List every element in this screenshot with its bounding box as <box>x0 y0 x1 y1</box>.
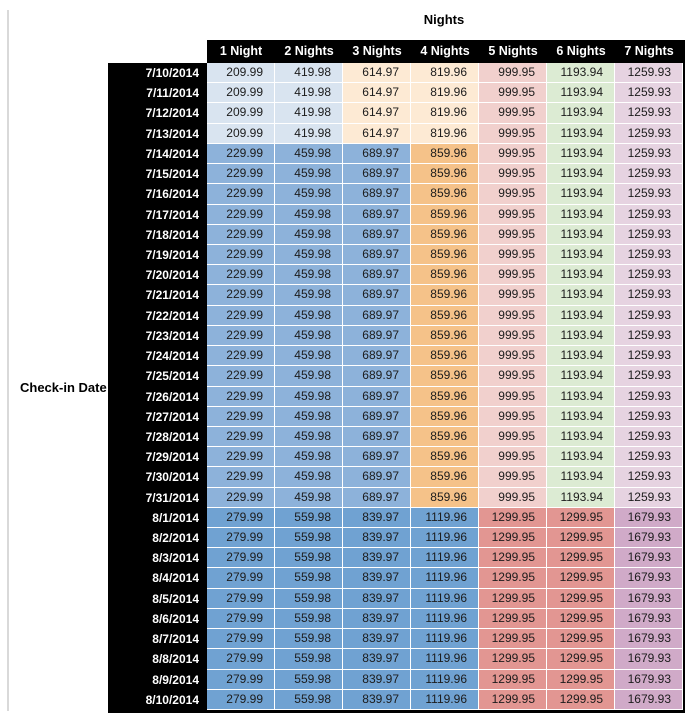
price-cell: 229.99 <box>207 326 275 346</box>
price-cell: 859.96 <box>411 407 479 427</box>
price-cell: 1679.93 <box>615 690 683 710</box>
price-cell: 229.99 <box>207 387 275 407</box>
price-cell: 1193.94 <box>547 124 615 144</box>
price-cell: 1679.93 <box>615 548 683 568</box>
price-cell: 1193.94 <box>547 467 615 487</box>
price-cell: 1193.94 <box>547 387 615 407</box>
price-cell: 1193.94 <box>547 144 615 164</box>
price-cell: 1259.93 <box>615 265 683 285</box>
price-cell: 839.97 <box>343 670 411 690</box>
price-cell: 229.99 <box>207 144 275 164</box>
price-cell: 1299.95 <box>479 508 547 528</box>
date-cell: 7/22/2014 <box>108 306 207 326</box>
price-cell: 1259.93 <box>615 387 683 407</box>
date-cell: 7/30/2014 <box>108 467 207 487</box>
price-cell: 419.98 <box>275 83 343 103</box>
price-cell: 279.99 <box>207 690 275 710</box>
date-cell: 8/8/2014 <box>108 649 207 669</box>
date-cell: 7/20/2014 <box>108 265 207 285</box>
column-header: 7 Nights <box>615 40 683 63</box>
price-cell: 1259.93 <box>615 184 683 204</box>
price-cell: 999.95 <box>479 63 547 83</box>
price-cell: 689.97 <box>343 285 411 305</box>
price-cell: 689.97 <box>343 205 411 225</box>
price-cell: 559.98 <box>275 690 343 710</box>
column-header: 4 Nights <box>411 40 479 63</box>
price-cell: 459.98 <box>275 265 343 285</box>
price-cell: 1679.93 <box>615 568 683 588</box>
price-cell: 999.95 <box>479 144 547 164</box>
price-cell: 1299.95 <box>479 690 547 710</box>
price-cell: 1193.94 <box>547 407 615 427</box>
price-cell: 839.97 <box>343 548 411 568</box>
price-cell: 859.96 <box>411 245 479 265</box>
price-cell: 459.98 <box>275 488 343 508</box>
price-cell: 1259.93 <box>615 407 683 427</box>
price-cell: 229.99 <box>207 265 275 285</box>
price-cell: 459.98 <box>275 366 343 386</box>
price-cell: 999.95 <box>479 346 547 366</box>
price-cell: 1193.94 <box>547 225 615 245</box>
price-cell: 689.97 <box>343 447 411 467</box>
price-cell: 279.99 <box>207 568 275 588</box>
price-cell: 1259.93 <box>615 245 683 265</box>
price-cell: 459.98 <box>275 164 343 184</box>
price-cell: 459.98 <box>275 467 343 487</box>
price-cell: 689.97 <box>343 407 411 427</box>
price-cell: 859.96 <box>411 306 479 326</box>
price-cell: 614.97 <box>343 103 411 123</box>
price-cell: 459.98 <box>275 285 343 305</box>
date-cell: 7/26/2014 <box>108 387 207 407</box>
date-cell: 7/12/2014 <box>108 103 207 123</box>
price-cell: 1299.95 <box>479 649 547 669</box>
price-cell: 559.98 <box>275 629 343 649</box>
price-cell: 859.96 <box>411 184 479 204</box>
price-cell: 859.96 <box>411 265 479 285</box>
price-cell: 279.99 <box>207 649 275 669</box>
price-cell: 229.99 <box>207 285 275 305</box>
price-cell: 999.95 <box>479 285 547 305</box>
price-cell: 459.98 <box>275 387 343 407</box>
price-cell: 459.98 <box>275 407 343 427</box>
date-cell: 7/11/2014 <box>108 83 207 103</box>
price-cell: 229.99 <box>207 306 275 326</box>
price-cell: 1259.93 <box>615 63 683 83</box>
price-cell: 1119.96 <box>411 629 479 649</box>
date-cell: 7/24/2014 <box>108 346 207 366</box>
price-cell: 1193.94 <box>547 184 615 204</box>
price-cell: 689.97 <box>343 164 411 184</box>
column-header: 2 Nights <box>275 40 343 63</box>
date-cell: 8/4/2014 <box>108 568 207 588</box>
date-cell: 7/17/2014 <box>108 205 207 225</box>
price-cell: 229.99 <box>207 407 275 427</box>
price-cell: 614.97 <box>343 63 411 83</box>
price-cell: 689.97 <box>343 488 411 508</box>
date-cell: 7/15/2014 <box>108 164 207 184</box>
price-cell: 1193.94 <box>547 164 615 184</box>
price-cell: 1259.93 <box>615 427 683 447</box>
price-cell: 1193.94 <box>547 103 615 123</box>
price-cell: 279.99 <box>207 508 275 528</box>
price-cell: 999.95 <box>479 124 547 144</box>
price-cell: 1119.96 <box>411 670 479 690</box>
price-cell: 459.98 <box>275 144 343 164</box>
price-cell: 1259.93 <box>615 205 683 225</box>
price-cell: 1299.95 <box>479 568 547 588</box>
price-cell: 839.97 <box>343 508 411 528</box>
price-cell: 559.98 <box>275 589 343 609</box>
price-cell: 999.95 <box>479 245 547 265</box>
price-cell: 859.96 <box>411 387 479 407</box>
date-cell: 7/21/2014 <box>108 285 207 305</box>
date-cell: 8/7/2014 <box>108 629 207 649</box>
price-cell: 1193.94 <box>547 83 615 103</box>
price-cell: 1193.94 <box>547 306 615 326</box>
price-cell: 459.98 <box>275 184 343 204</box>
price-cell: 279.99 <box>207 528 275 548</box>
date-cell: 7/31/2014 <box>108 488 207 508</box>
price-cell: 999.95 <box>479 488 547 508</box>
price-cell: 1259.93 <box>615 285 683 305</box>
price-cell: 1259.93 <box>615 144 683 164</box>
price-cell: 1193.94 <box>547 285 615 305</box>
price-cell: 1259.93 <box>615 467 683 487</box>
price-cell: 229.99 <box>207 366 275 386</box>
price-cell: 1259.93 <box>615 306 683 326</box>
price-cell: 689.97 <box>343 467 411 487</box>
date-cell: 8/3/2014 <box>108 548 207 568</box>
price-cell: 859.96 <box>411 205 479 225</box>
price-cell: 689.97 <box>343 387 411 407</box>
price-cell: 229.99 <box>207 205 275 225</box>
price-cell: 229.99 <box>207 184 275 204</box>
date-cell: 8/6/2014 <box>108 609 207 629</box>
price-cell: 999.95 <box>479 447 547 467</box>
price-cell: 689.97 <box>343 427 411 447</box>
price-cell: 689.97 <box>343 225 411 245</box>
price-cell: 1679.93 <box>615 589 683 609</box>
price-cell: 1119.96 <box>411 589 479 609</box>
price-cell: 689.97 <box>343 346 411 366</box>
price-cell: 819.96 <box>411 124 479 144</box>
price-cell: 1299.95 <box>547 589 615 609</box>
price-cell: 1679.93 <box>615 609 683 629</box>
price-cell: 1119.96 <box>411 690 479 710</box>
price-cell: 1259.93 <box>615 164 683 184</box>
price-cell: 1193.94 <box>547 488 615 508</box>
column-header: 5 Nights <box>479 40 547 63</box>
price-cell: 859.96 <box>411 447 479 467</box>
price-cell: 209.99 <box>207 83 275 103</box>
price-cell: 689.97 <box>343 245 411 265</box>
price-cell: 999.95 <box>479 326 547 346</box>
price-cell: 1193.94 <box>547 427 615 447</box>
date-cell: 7/14/2014 <box>108 144 207 164</box>
price-cell: 689.97 <box>343 326 411 346</box>
price-cell: 1299.95 <box>547 609 615 629</box>
price-cell: 1299.95 <box>547 690 615 710</box>
price-cell: 1119.96 <box>411 548 479 568</box>
price-cell: 1193.94 <box>547 366 615 386</box>
price-cell: 1193.94 <box>547 346 615 366</box>
price-cell: 859.96 <box>411 467 479 487</box>
price-cell: 559.98 <box>275 568 343 588</box>
price-cell: 819.96 <box>411 63 479 83</box>
price-cell: 859.96 <box>411 346 479 366</box>
price-cell: 459.98 <box>275 225 343 245</box>
price-cell: 1299.95 <box>479 629 547 649</box>
price-cell: 229.99 <box>207 225 275 245</box>
price-cell: 1119.96 <box>411 649 479 669</box>
price-cell: 229.99 <box>207 427 275 447</box>
date-cell: 8/5/2014 <box>108 589 207 609</box>
price-cell: 1259.93 <box>615 346 683 366</box>
price-cell: 1299.95 <box>547 508 615 528</box>
price-cell: 1193.94 <box>547 326 615 346</box>
price-cell: 279.99 <box>207 670 275 690</box>
price-cell: 419.98 <box>275 124 343 144</box>
price-cell: 1679.93 <box>615 629 683 649</box>
price-cell: 459.98 <box>275 245 343 265</box>
price-cell: 839.97 <box>343 690 411 710</box>
price-cell: 689.97 <box>343 144 411 164</box>
price-cell: 229.99 <box>207 488 275 508</box>
nights-title: Nights <box>423 12 465 27</box>
price-cell: 689.97 <box>343 306 411 326</box>
date-cell: 7/25/2014 <box>108 366 207 386</box>
price-cell: 459.98 <box>275 427 343 447</box>
price-cell: 419.98 <box>275 63 343 83</box>
vertical-axis-line <box>7 10 9 711</box>
date-cell: 7/19/2014 <box>108 245 207 265</box>
date-cell: 7/16/2014 <box>108 184 207 204</box>
price-cell: 999.95 <box>479 407 547 427</box>
price-cell: 1193.94 <box>547 245 615 265</box>
price-cell: 209.99 <box>207 124 275 144</box>
price-cell: 459.98 <box>275 326 343 346</box>
date-cell: 7/13/2014 <box>108 124 207 144</box>
date-cell: 7/18/2014 <box>108 225 207 245</box>
date-cell: 8/1/2014 <box>108 508 207 528</box>
price-cell: 209.99 <box>207 103 275 123</box>
price-cell: 1259.93 <box>615 124 683 144</box>
price-cell: 1193.94 <box>547 205 615 225</box>
date-cell: 7/28/2014 <box>108 427 207 447</box>
price-cell: 999.95 <box>479 387 547 407</box>
price-cell: 559.98 <box>275 508 343 528</box>
price-cell: 559.98 <box>275 528 343 548</box>
price-cell: 229.99 <box>207 245 275 265</box>
price-cell: 999.95 <box>479 265 547 285</box>
price-cell: 279.99 <box>207 589 275 609</box>
price-cell: 1259.93 <box>615 225 683 245</box>
price-cell: 1119.96 <box>411 508 479 528</box>
price-cell: 859.96 <box>411 164 479 184</box>
date-cell: 8/9/2014 <box>108 670 207 690</box>
price-cell: 999.95 <box>479 366 547 386</box>
column-header: 3 Nights <box>343 40 411 63</box>
column-header: 6 Nights <box>547 40 615 63</box>
price-cell: 559.98 <box>275 548 343 568</box>
pricing-table <box>108 40 685 713</box>
date-cell: 8/10/2014 <box>108 690 207 710</box>
price-cell: 459.98 <box>275 205 343 225</box>
price-cell: 1193.94 <box>547 265 615 285</box>
price-cell: 1193.94 <box>547 63 615 83</box>
price-cell: 1119.96 <box>411 528 479 548</box>
price-cell: 1299.95 <box>547 629 615 649</box>
checkin-date-axis-label: Check-in Date <box>20 380 107 395</box>
price-cell: 279.99 <box>207 609 275 629</box>
price-cell: 859.96 <box>411 225 479 245</box>
date-cell: 7/29/2014 <box>108 447 207 467</box>
price-cell: 999.95 <box>479 103 547 123</box>
date-cell: 7/10/2014 <box>108 63 207 83</box>
price-cell: 859.96 <box>411 326 479 346</box>
price-cell: 999.95 <box>479 184 547 204</box>
price-cell: 559.98 <box>275 649 343 669</box>
price-cell: 459.98 <box>275 447 343 467</box>
price-cell: 839.97 <box>343 528 411 548</box>
price-cell: 999.95 <box>479 164 547 184</box>
price-cell: 1299.95 <box>479 670 547 690</box>
price-cell: 1259.93 <box>615 83 683 103</box>
price-cell: 999.95 <box>479 205 547 225</box>
price-cell: 559.98 <box>275 609 343 629</box>
price-cell: 999.95 <box>479 306 547 326</box>
price-cell: 1679.93 <box>615 508 683 528</box>
price-cell: 839.97 <box>343 649 411 669</box>
price-cell: 689.97 <box>343 265 411 285</box>
price-cell: 1299.95 <box>479 589 547 609</box>
price-cell: 1299.95 <box>547 670 615 690</box>
price-cell: 1193.94 <box>547 447 615 467</box>
price-cell: 819.96 <box>411 83 479 103</box>
price-cell: 839.97 <box>343 568 411 588</box>
price-cell: 839.97 <box>343 629 411 649</box>
price-cell: 999.95 <box>479 467 547 487</box>
price-cell: 999.95 <box>479 225 547 245</box>
price-cell: 859.96 <box>411 488 479 508</box>
price-cell: 1299.95 <box>547 649 615 669</box>
price-cell: 1299.95 <box>547 568 615 588</box>
price-cell: 839.97 <box>343 609 411 629</box>
price-cell: 1679.93 <box>615 528 683 548</box>
price-cell: 419.98 <box>275 103 343 123</box>
price-cell: 279.99 <box>207 548 275 568</box>
price-cell: 819.96 <box>411 103 479 123</box>
price-cell: 229.99 <box>207 164 275 184</box>
price-cell: 1299.95 <box>479 528 547 548</box>
price-cell: 1299.95 <box>547 528 615 548</box>
date-cell: 8/2/2014 <box>108 528 207 548</box>
price-cell: 999.95 <box>479 427 547 447</box>
price-cell: 1259.93 <box>615 103 683 123</box>
price-cell: 1119.96 <box>411 568 479 588</box>
price-cell: 229.99 <box>207 447 275 467</box>
price-cell: 1679.93 <box>615 649 683 669</box>
price-cell: 1299.95 <box>479 548 547 568</box>
price-cell: 1679.93 <box>615 670 683 690</box>
table-corner <box>108 40 207 63</box>
date-cell: 7/23/2014 <box>108 326 207 346</box>
price-cell: 859.96 <box>411 366 479 386</box>
price-cell: 1259.93 <box>615 366 683 386</box>
price-cell: 1259.93 <box>615 488 683 508</box>
price-cell: 1119.96 <box>411 609 479 629</box>
price-cell: 614.97 <box>343 124 411 144</box>
price-cell: 1299.95 <box>547 548 615 568</box>
price-cell: 859.96 <box>411 285 479 305</box>
price-cell: 459.98 <box>275 306 343 326</box>
price-cell: 1299.95 <box>479 609 547 629</box>
price-cell: 459.98 <box>275 346 343 366</box>
price-cell: 614.97 <box>343 83 411 103</box>
price-cell: 839.97 <box>343 589 411 609</box>
price-cell: 229.99 <box>207 467 275 487</box>
price-cell: 1259.93 <box>615 447 683 467</box>
price-cell: 689.97 <box>343 366 411 386</box>
column-header: 1 Night <box>207 40 275 63</box>
price-cell: 559.98 <box>275 670 343 690</box>
price-cell: 1259.93 <box>615 326 683 346</box>
price-cell: 279.99 <box>207 629 275 649</box>
price-cell: 859.96 <box>411 144 479 164</box>
price-cell: 209.99 <box>207 63 275 83</box>
price-cell: 999.95 <box>479 83 547 103</box>
price-cell: 859.96 <box>411 427 479 447</box>
date-cell: 7/27/2014 <box>108 407 207 427</box>
price-cell: 689.97 <box>343 184 411 204</box>
price-cell: 229.99 <box>207 346 275 366</box>
